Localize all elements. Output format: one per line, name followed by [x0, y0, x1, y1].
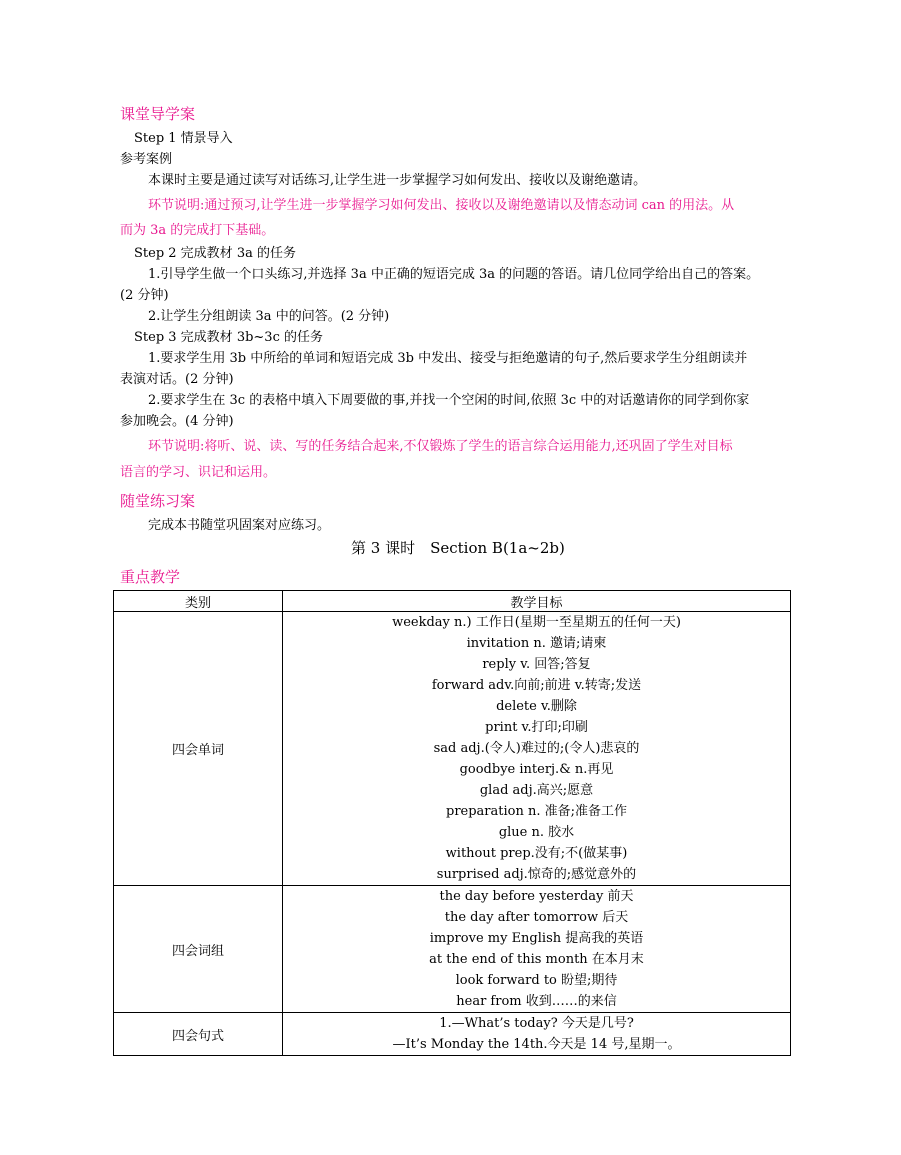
table-row [114, 886, 791, 1013]
table-row [114, 612, 791, 886]
step3-item2-line2: 参加晚会。(4 分钟) [120, 414, 234, 429]
list-item: glad adj.高兴;愿意 [479, 783, 594, 798]
list-item: weekday n.) 工作日(星期一至星期五的任何一天) [392, 615, 681, 630]
list-item: reply v. 回答;答复 [482, 657, 591, 672]
row-category-sentences: 四会句式 [114, 1013, 283, 1056]
row-category-phrases: 四会词组 [114, 886, 283, 1013]
list-item: at the end of this month 在本月末 [429, 952, 644, 967]
row-items-phrases [283, 886, 791, 1013]
list-item: delete v.删除 [496, 699, 577, 714]
heading-key-teaching: 重点教学 [120, 568, 181, 586]
note2-line2: 语言的学习、识记和运用。 [120, 465, 277, 480]
list-item: surprised adj.惊奇的;感觉意外的 [436, 867, 637, 882]
list-item: the day before yesterday 前天 [439, 889, 634, 904]
list-item: goodbye interj.& n.再见 [459, 762, 614, 777]
practice-text: 完成本书随堂巩固案对应练习。 [148, 518, 331, 533]
note2-line1: 环节说明:将听、说、读、写的任务结合起来,不仅锻炼了学生的语言综合运用能力,还巩固了学生对目标 [148, 439, 733, 454]
list-item: sad adj.(令人)难过的;(令人)悲哀的 [433, 741, 640, 756]
list-item: look forward to 盼望;期待 [455, 973, 618, 988]
row-category-words: 四会单词 [114, 612, 283, 886]
list-item: glue n. 胶水 [498, 825, 575, 840]
lesson-title: 第 3 课时 Section B(1a~2b) [351, 539, 565, 557]
list-item: forward adv.向前;前进 v.转寄;发送 [431, 678, 642, 693]
list-item: hear from 收到……的来信 [456, 994, 617, 1009]
table-header-row [114, 591, 791, 612]
header-category: 类别 [114, 591, 283, 612]
list-item: the day after tomorrow 后天 [444, 910, 629, 925]
step2-item1-line1: 1.引导学生做一个口头练习,并选择 3a 中正确的短语完成 3a 的问题的答语。请几位同学给出自己的答案。 [148, 267, 760, 282]
list-item: print v.打印;印刷 [485, 720, 588, 735]
list-item: improve my English 提高我的英语 [429, 931, 644, 946]
list-item: 1.—What’s today? 今天是几号? [439, 1016, 634, 1031]
list-item: without prep.没有;不(做某事) [445, 846, 628, 861]
step1-label: Step 1 情景导入 [134, 131, 233, 146]
list-item: preparation n. 准备;准备工作 [446, 804, 627, 819]
step2-item2: 2.让学生分组朗读 3a 中的问答。(2 分钟) [148, 309, 390, 324]
step3-item1-line2: 表演对话。(2 分钟) [120, 372, 234, 387]
row-items-sentences [283, 1013, 791, 1056]
teaching-goals-table [113, 590, 791, 1056]
step2-item1-line2: (2 分钟) [120, 288, 169, 303]
note1-line2: 而为 3a 的完成打下基础。 [120, 223, 275, 238]
step3-item2-line1: 2.要求学生在 3c 的表格中填入下周要做的事,并找一个空闲的时间,依照 3c 中的对话邀请你的同学到你家 [148, 393, 750, 408]
note1-line1: 环节说明:通过预习,让学生进一步掌握学习如何发出、接收以及谢绝邀请以及情态动词 can 的用法。从 [148, 198, 735, 213]
step2-label: Step 2 完成教材 3a 的任务 [134, 246, 296, 261]
header-goal: 教学目标 [283, 591, 791, 612]
intro-paragraph: 本课时主要是通过读写对话练习,让学生进一步掌握学习如何发出、接收以及谢绝邀请。 [148, 173, 647, 188]
row-items-words [283, 612, 791, 886]
list-item: invitation n. 邀请;请柬 [466, 636, 607, 651]
heading-classroom-guide: 课堂导学案 [120, 105, 196, 123]
heading-practice: 随堂练习案 [120, 492, 196, 510]
table-row [114, 1013, 791, 1056]
reference-case-label: 参考案例 [120, 152, 173, 167]
list-item: —It’s Monday the 14th.今天是 14 号,星期一。 [392, 1037, 681, 1052]
step3-item1-line1: 1.要求学生用 3b 中所给的单词和短语完成 3b 中发出、接受与拒绝邀请的句子,然后要求学生分组朗读并 [148, 351, 748, 366]
step3-label: Step 3 完成教材 3b~3c 的任务 [134, 330, 323, 345]
